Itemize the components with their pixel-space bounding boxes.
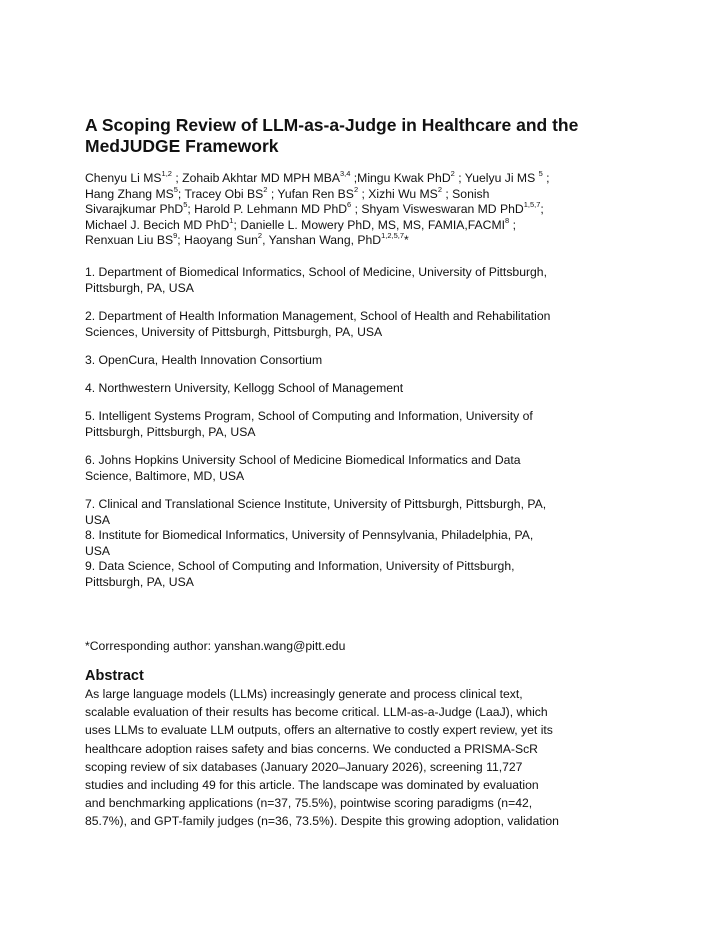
affiliation-superscript: 9 — [173, 231, 178, 241]
abstract-line: As large language models (LLMs) increasingly generate and process clinical text, — [85, 687, 523, 701]
author-text: * — [404, 233, 409, 248]
affiliation-line: 1. Department of Biomedical Informatics, School of Medicine, University of Pittsburgh, — [85, 265, 547, 279]
abstract-body — [85, 685, 645, 831]
affiliation-line: USA — [85, 512, 111, 527]
author-list — [85, 168, 645, 249]
abstract-line: studies and including 49 for this article. The landscape was dominated by evaluation — [85, 778, 539, 793]
affiliation-line: 4. Northwestern University, Kellogg School of Management — [85, 381, 404, 395]
affiliation-superscript: 6 — [347, 200, 352, 210]
title-line: MedJUDGE Framework — [85, 136, 279, 156]
affiliation-item — [85, 528, 645, 559]
affiliation-superscript: 5 — [173, 184, 178, 194]
affiliation-line: Pittsburgh, Pittsburgh, PA, USA — [85, 424, 256, 439]
title-line: A Scoping Review of LLM-as-a-Judge in Healthcare and the — [85, 115, 579, 135]
author-text: ; — [540, 202, 544, 217]
affiliation-line: Sciences, University of Pittsburgh, Pittsburgh, PA, USA — [85, 324, 383, 339]
affiliation-line: 9. Data Science, School of Computing and Information, University of Pittsburgh, — [85, 559, 515, 573]
affiliation-line: 2. Department of Health Information Management, School of Health and Rehabilitation — [85, 309, 551, 323]
author-text: ; Yufan Ren BS — [267, 186, 354, 201]
author-text: ; Haoyang Sun — [177, 233, 258, 248]
author-text: ; Danielle L. Mowery PhD, MS, MS, FAMIA,FACMI — [233, 217, 506, 232]
affiliation-superscript: 1,2 — [161, 168, 172, 178]
author-line — [85, 215, 645, 234]
affiliation-item — [85, 409, 645, 440]
author-text: ;Mingu Kwak PhD — [350, 171, 451, 185]
abstract-line: healthcare adoption raises safety and bias concerns. We conducted a PRISMA-ScR — [85, 741, 538, 756]
affiliation-line: 6. Johns Hopkins University School of Medicine Biomedical Informatics and Data — [85, 453, 521, 467]
affiliation-superscript: 2 — [437, 184, 442, 194]
paper-title — [85, 115, 645, 157]
author-text: Chenyu Li MS — [85, 171, 162, 185]
affiliation-item — [85, 381, 645, 397]
affiliation-item — [85, 453, 645, 484]
author-text: Hang Zhang MS — [85, 186, 174, 201]
affiliation-superscript: 2 — [353, 184, 359, 194]
author-text: Renxuan Liu BS — [85, 233, 174, 248]
affiliation-superscript: 1 — [229, 215, 234, 225]
author-text: ; Sonish — [442, 186, 490, 201]
affiliation-superscript: 1,2,5,7 — [381, 231, 405, 241]
affiliation-superscript: 2 — [257, 231, 263, 241]
affiliation-superscript: 2 — [263, 184, 268, 194]
author-text: Michael J. Becich MD PhD — [85, 217, 230, 232]
author-line — [85, 184, 645, 203]
author-text: , Yanshan Wang, PhD — [262, 233, 382, 248]
affiliation-item — [85, 497, 645, 528]
abstract-line: 85.7%), and GPT-family judges (n=36, 73.5%). Despite this growing adoption, validation — [85, 814, 559, 829]
affiliation-superscript: 3,4 — [339, 168, 351, 178]
author-text: Sivarajkumar PhD — [85, 202, 184, 217]
affiliation-item — [85, 309, 645, 340]
affiliation-line: Pittsburgh, PA, USA — [85, 280, 194, 295]
abstract-line: scoping review of six databases (January 2020–January 2026), screening 11,727 — [85, 759, 523, 774]
affiliation-line: Science, Baltimore, MD, USA — [85, 468, 245, 483]
affiliation-line: 7. Clinical and Translational Science Institute, University of Pittsburgh, Pittsburgh, PA, — [85, 497, 547, 511]
corresponding-author: *Corresponding author: yanshan.wang@pitt.edu — [85, 639, 346, 653]
author-text: ; Harold P. Lehmann MD PhD — [187, 202, 348, 217]
affiliation-line: 8. Institute for Biomedical Informatics, University of Pennsylvania, Philadelphia, PA, — [85, 528, 534, 542]
affiliation-item — [85, 353, 645, 369]
affiliation-line: 5. Intelligent Systems Program, School of Computing and Information, University of — [85, 409, 533, 423]
author-line — [85, 168, 645, 187]
author-text: ; — [509, 217, 516, 232]
affiliation-line: USA — [85, 543, 111, 558]
abstract-line: scalable evaluation of their results has become critical. LLM-as-a-Judge (LaaJ), which — [85, 705, 548, 720]
abstract-line: uses LLMs to evaluate LLM outputs, offers an alternative to costly expert review, yet its — [85, 723, 553, 738]
author-text: ; Tracey Obi BS — [177, 186, 264, 201]
affiliation-superscript: 8 — [505, 215, 510, 225]
affiliation-line: Pittsburgh, PA, USA — [85, 574, 194, 589]
author-line — [85, 233, 645, 249]
affiliation-superscript: 2 — [450, 168, 455, 178]
affiliation-item — [85, 265, 645, 296]
affiliation-superscript: 5 — [538, 168, 543, 178]
author-text: ; Xizhi Wu MS — [358, 186, 438, 201]
affiliation-line: 3. OpenCura, Health Innovation Consortium — [85, 353, 323, 367]
author-text: ; Zohaib Akhtar MD MPH MBA — [171, 171, 340, 185]
author-text: ; Shyam Visweswaran MD PhD — [351, 202, 524, 217]
abstract-line: and benchmarking applications (n=37, 75.5%), pointwise scoring paradigms (n=42, — [85, 796, 533, 811]
author-line — [85, 202, 645, 218]
author-text: ; — [542, 171, 550, 185]
abstract-heading: Abstract — [85, 668, 144, 684]
affiliation-superscript: 5 — [183, 200, 188, 210]
affiliation-item — [85, 559, 645, 590]
author-text: ; Yuelyu Ji MS — [454, 171, 539, 185]
affiliation-superscript: 1,5,7 — [523, 200, 541, 210]
